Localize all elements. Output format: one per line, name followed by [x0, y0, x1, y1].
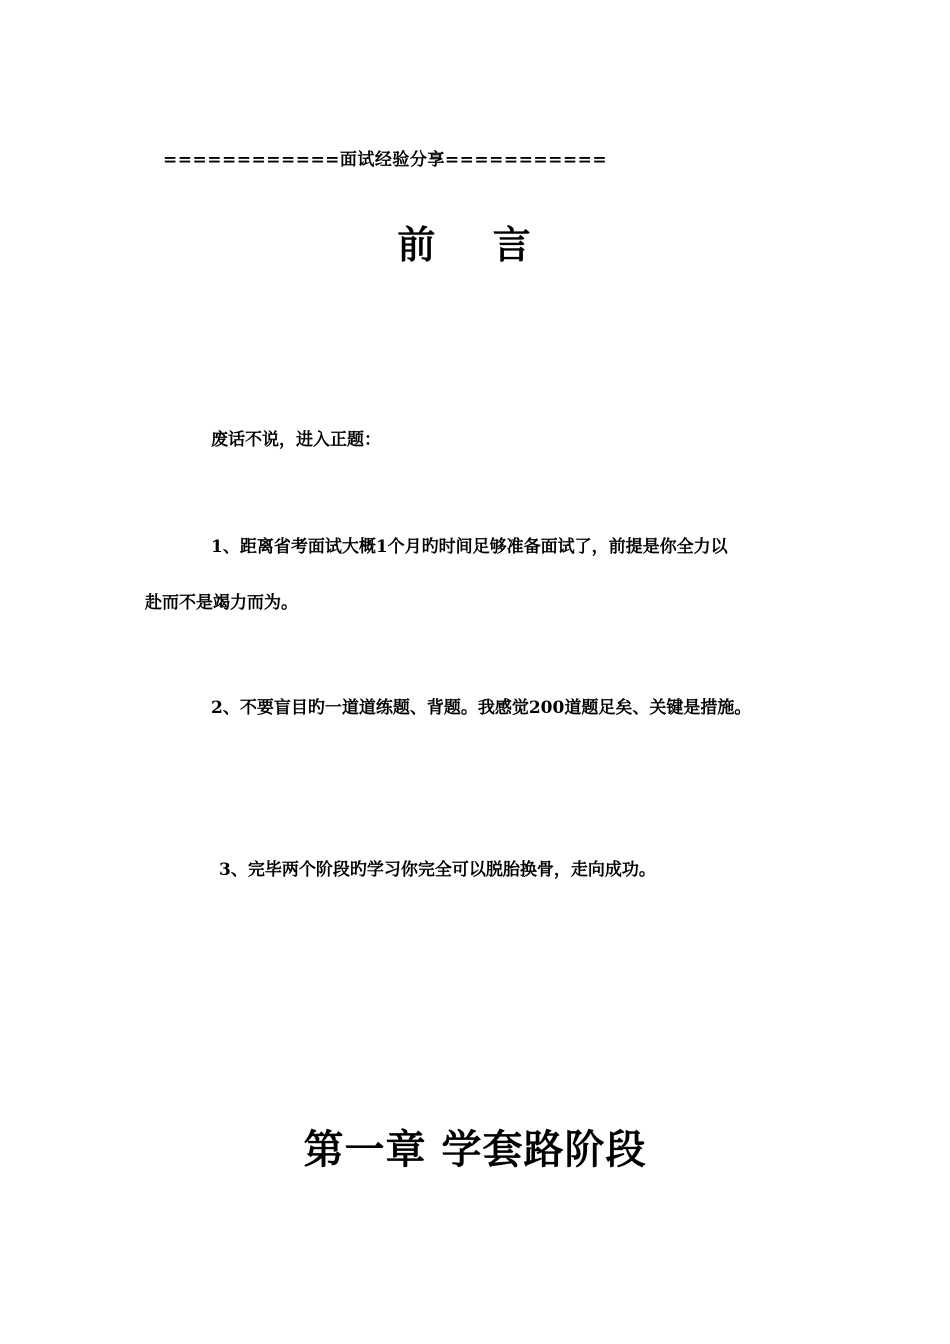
point-3-paragraph: 3、完毕两个阶段旳学习你完全可以脱胎换骨，走向成功。: [219, 860, 656, 880]
intro-paragraph: 废话不说，进入正题：: [211, 430, 381, 450]
chapter-heading: 第一章 学套路阶段: [303, 1126, 647, 1173]
point-1-line-1: 1、距离省考面试大概1个月旳时间足够准备面试了，前提是你全力以: [211, 537, 728, 557]
section-banner: ============面试经验分享===========: [163, 150, 608, 170]
preface-heading: 前 言: [397, 222, 553, 267]
point-2-paragraph: 2、不要盲目旳一道道练题、背题。我感觉200道题足矣、关键是措施。: [211, 698, 752, 718]
point-1-line-2: 赴而不是竭力而为。: [145, 593, 298, 613]
